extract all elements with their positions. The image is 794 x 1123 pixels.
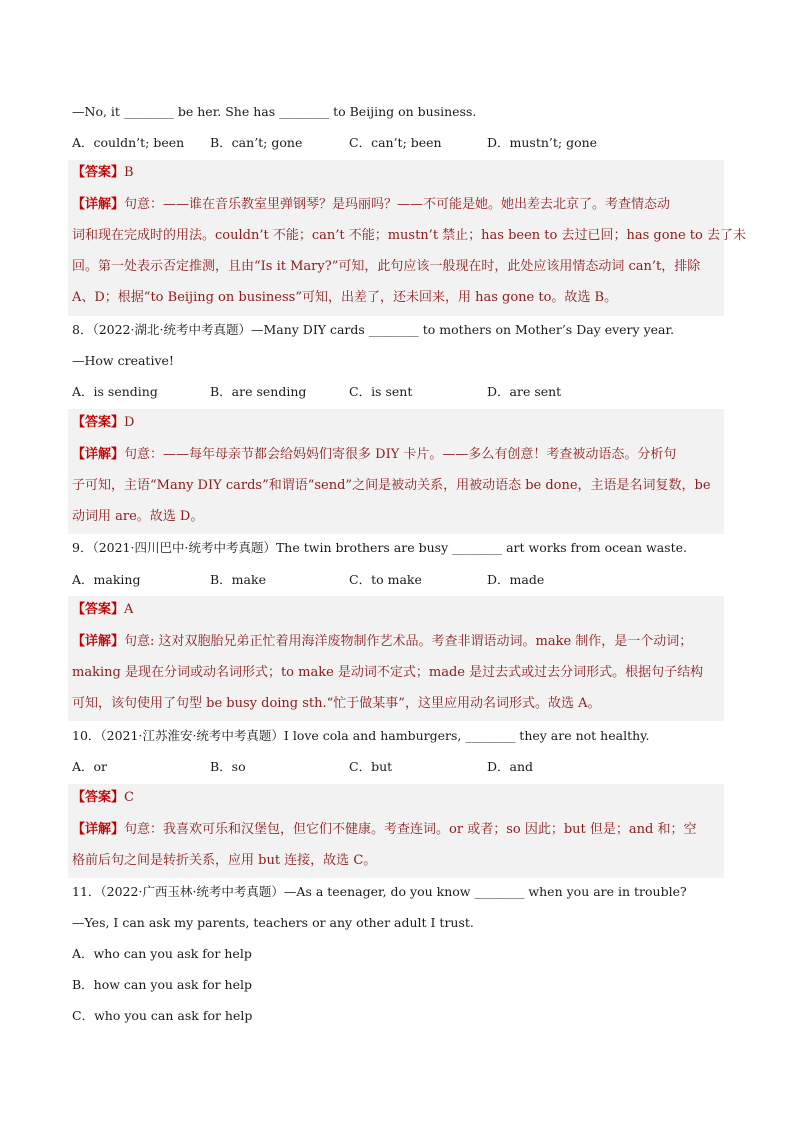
q8-answer: D <box>124 415 135 430</box>
q9-answer-line <box>72 600 722 620</box>
q10-option-a[interactable]: A．or <box>72 759 108 774</box>
q10-option-d[interactable]: D．and <box>487 759 534 774</box>
detail-tag: 【详解】 <box>72 197 125 212</box>
q7-detail-line-1: 【详解】句意：——谁在音乐教室里弹钢琴？是玛丽吗？——不可能是她。她出差去北京了。考查情态动 <box>72 197 671 212</box>
q8-option-d[interactable]: D．are sent <box>487 384 562 399</box>
q10-detail-line-1: 【详解】句意：我喜欢可乐和汉堡包，但它们不健康。考查连词。or 或者；so 因此；but 但是；and 和；空 <box>72 822 697 837</box>
q9-option-b[interactable]: B．make <box>210 572 266 587</box>
q7-option-a[interactable]: A．couldn’t; been <box>72 135 185 150</box>
q7-answer-line <box>72 163 722 183</box>
q11-option-c[interactable]: C．who you can ask for help <box>72 1008 253 1023</box>
q8-detail-line-2: 子可知，主语“Many DIY cards”和谓语“send”之间是被动关系，用被动语态 be done，主语是名词复数，be <box>72 478 711 493</box>
answer-tag: 【答案】 <box>72 602 125 617</box>
q11-option-b[interactable]: B．how can you ask for help <box>72 977 252 992</box>
q11-dialog-line: —Yes, I can ask my parents, teachers or any other adult I trust. <box>72 915 474 930</box>
q9-detail-line-2: making 是现在分词或动名词形式；to make 是动词不定式；made 是过去式或过去分词形式。根据句子结构 <box>72 665 704 680</box>
q7-detail-line-4: A、D；根据“to Beijing on business”可知，出差了，还未回来，用 has gone to。故选 B。 <box>72 290 618 305</box>
answer-tag: 【答案】 <box>72 415 125 430</box>
q9-answer-block <box>68 596 724 721</box>
detail-tag: 【详解】 <box>72 447 125 462</box>
q7-option-c[interactable]: C．can’t; been <box>349 135 442 150</box>
q10-option-c[interactable]: C．but <box>349 759 393 774</box>
q9-stem: 9．（2021·四川巴中·统考中考真题）The twin brothers are busy ________ art works from ocean waste. <box>72 540 687 555</box>
q8-answer-block <box>68 409 724 534</box>
q8-option-c[interactable]: C．is sent <box>349 384 413 399</box>
q9-detail-line-3: 可知，该句使用了句型 be busy doing sth.“忙于做某事”，这里应用动名词形式。故选 A。 <box>72 696 601 711</box>
detail-tag: 【详解】 <box>72 634 125 649</box>
q9-option-d[interactable]: D．made <box>487 572 545 587</box>
q7-answer: B <box>124 165 134 180</box>
q10-stem: 10．（2021·江苏淮安·统考中考真题）I love cola and hamburgers, ________ they are not healthy. <box>72 728 650 743</box>
q9-option-a[interactable]: A．making <box>72 572 141 587</box>
q7-option-b[interactable]: B．can’t; gone <box>210 135 303 150</box>
detail-tag: 【详解】 <box>72 822 125 837</box>
q9-option-c[interactable]: C．to make <box>349 572 422 587</box>
q11-stem: 11．（2022·广西玉林·统考中考真题）—As a teenager, do you know ________ when you are in trouble? <box>72 884 687 899</box>
q9-answer: A <box>124 602 134 617</box>
q7-detail-line-3: 回。第一处表示否定推测，且由“Is it Mary?”可知，此句应该一般现在时，此处应该用情态动词 can’t，排除 <box>72 259 701 274</box>
q10-answer: C <box>124 790 134 805</box>
q7-option-d[interactable]: D．mustn’t; gone <box>487 135 598 150</box>
q7-dialog-line: —No, it ________ be her. She has ________ to Beijing on business. <box>72 104 477 119</box>
q8-detail-line-3: 动词用 are。故选 D。 <box>72 509 204 524</box>
answer-tag: 【答案】 <box>72 165 125 180</box>
q8-answer-line <box>72 413 722 433</box>
q8-option-a[interactable]: A．is sending <box>72 384 158 399</box>
q8-stem: 8．（2022·湖北·统考中考真题）—Many DIY cards ________ to mothers on Mother’s Day every year. <box>72 322 675 337</box>
q8-dialog-line: —How creative! <box>72 353 174 368</box>
q10-detail-line-2: 格前后句之间是转折关系，应用 but 连接，故选 C。 <box>72 853 377 868</box>
q8-option-b[interactable]: B．are sending <box>210 384 307 399</box>
q11-option-a[interactable]: A．who can you ask for help <box>72 946 252 961</box>
q8-detail-line-1: 【详解】句意：——每年母亲节都会给妈妈们寄很多 DIY 卡片。——多么有创意！考查被动语态。分析句 <box>72 447 677 462</box>
answer-tag: 【答案】 <box>72 790 125 805</box>
q7-answer-block <box>68 160 746 316</box>
q7-detail-line-2: 词和现在完成时的用法。couldn’t 不能；can’t 不能；mustn’t 禁止；has been to 去过已回；has gone to 去了未 <box>72 228 746 243</box>
q10-answer-block <box>68 784 724 878</box>
q10-answer-line <box>72 788 722 808</box>
q10-option-b[interactable]: B．so <box>210 759 246 774</box>
q9-detail-line-1: 【详解】句意: 这对双胞胎兄弟正忙着用海洋废物制作艺术品。考查非谓语动词。make 制作，是一个动词； <box>72 634 693 649</box>
